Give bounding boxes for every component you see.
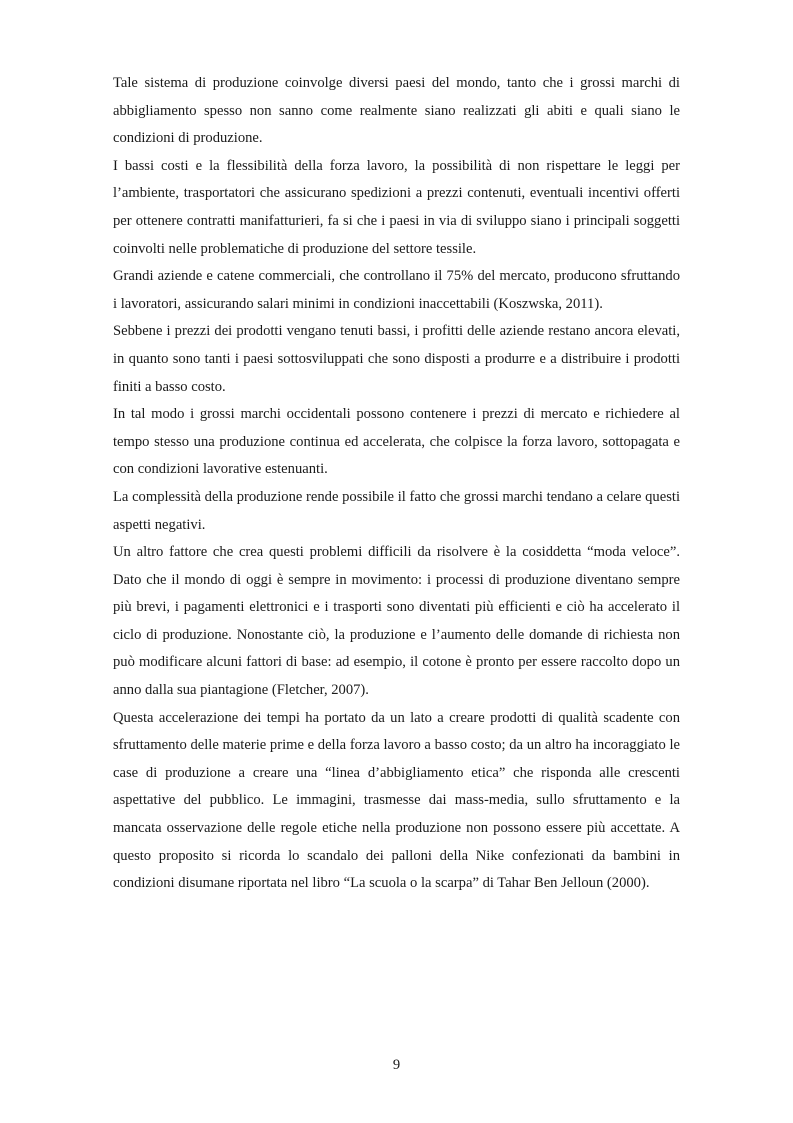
paragraph-5: In tal modo i grossi marchi occidentali possono contenere i prezzi di mercato e richiedere al tempo stesso una produzione continua ed accelerata, che colpisce la forza lavoro, sottopagata e con condizioni lavorative estenuanti. (113, 406, 680, 478)
paragraph-1: Tale sistema di produzione coinvolge diversi paesi del mondo, tanto che i grossi marchi di abbigliamento spesso non sanno come realmente siano realizzati gli abiti e quali siano le condizioni di produzione. (113, 75, 680, 147)
page-number: 9 (392, 1057, 401, 1073)
paragraph-8: Questa accelerazione dei tempi ha portato da un lato a creare prodotti di qualità scadente con sfruttamento delle materie prime e della forza lavoro a basso costo; da un altro ha incoraggiato le case di produzione a creare una “linea d’abbigliamento etica” che risponda alle crescenti aspettative del pubblico. Le immagini, trasmesse dai mass-media, sullo sfruttamento e la mancata osservazione delle regole etiche nella produzione non possono essere più accettate. A questo proposito si ricorda lo scandalo dei palloni della Nike confezionati da bambini in condizioni disumane riportata nel libro “La scuola o la scarpa” di Tahar Ben Jelloun (2000). (113, 709, 680, 892)
paragraph-3: Grandi aziende e catene commerciali, che controllano il 75% del mercato, producono sfruttando i lavoratori, assicurando salari minimi in condizioni inaccettabili (Koszwska, 2011). (113, 268, 680, 312)
paragraph-2: I bassi costi e la flessibilità della forza lavoro, la possibilità di non rispettare le leggi per l’ambiente, trasportatori che assicurano spedizioni a prezzi contenuti, eventuali incentivi offerti per ottenere contratti manifatturieri, fa si che i paesi in via di sviluppo siano i principali soggetti coinvolti nelle problematiche di produzione del settore tessile. (113, 157, 680, 257)
body-text (113, 70, 680, 898)
paragraph-6: La complessità della produzione rende possibile il fatto che grossi marchi tendano a celare questi aspetti negativi. (113, 488, 680, 533)
paragraph-4: Sebbene i prezzi dei prodotti vengano tenuti bassi, i profitti delle aziende restano ancora elevati, in quanto sono tanti i paesi sottosviluppati che sono disposti a produrre e a distribuire i prodotti finiti a basso costo. (113, 323, 680, 395)
paragraph-7: Un altro fattore che crea questi problemi difficili da risolvere è la cosiddetta “moda veloce”. Dato che il mondo di oggi è sempre in movimento: i processi di produzione diventano sempre più brevi, i pagamenti elettronici e i trasporti sono diventati più efficienti e ciò ha accelerato il ciclo di produzione. Nonostante ciò, la produzione e l’aumento delle domande di richiesta non può modificare alcuni fattori di base: ad esempio, il cotone è pronto per essere raccolto dopo un anno dalla sua piantagione (Fletcher, 2007). (113, 544, 680, 699)
